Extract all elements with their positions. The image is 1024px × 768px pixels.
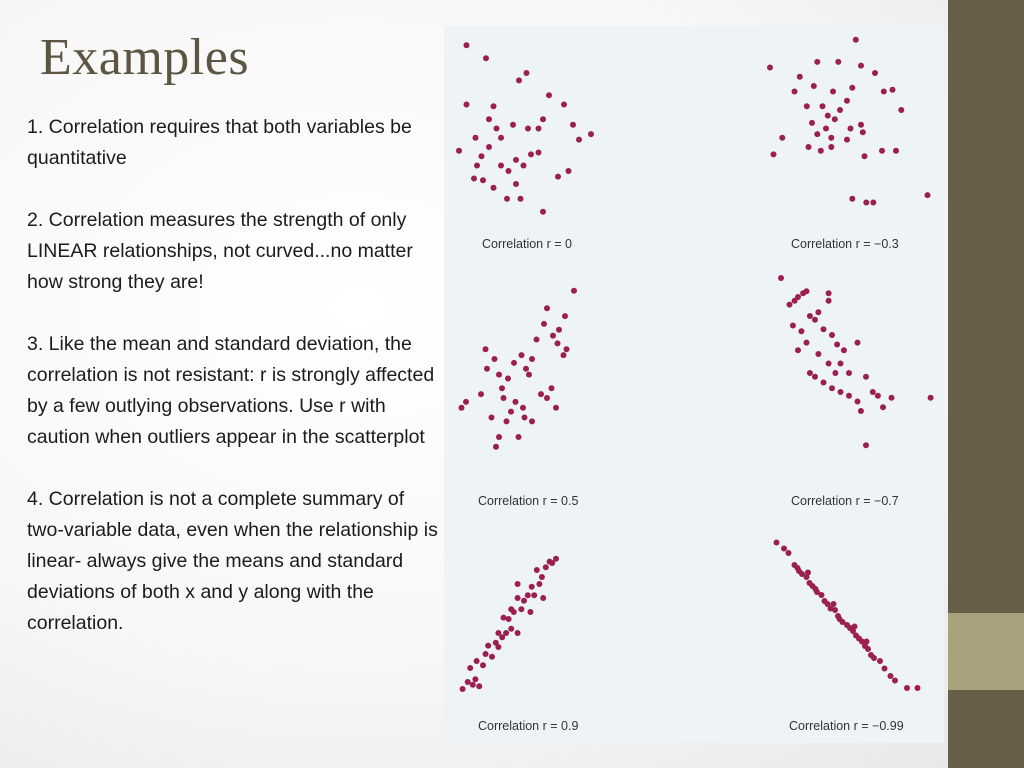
- scatter-point: [486, 116, 492, 122]
- slide-body: [27, 112, 442, 670]
- scatter-point: [523, 366, 529, 372]
- scatter-point: [860, 129, 866, 135]
- scatter-point: [835, 59, 841, 65]
- scatter-point: [471, 176, 477, 182]
- scatter-point: [831, 601, 837, 607]
- scatter-point: [483, 55, 489, 61]
- scatter-point: [829, 332, 835, 338]
- correlation-label: Correlation r = −0.3: [791, 237, 899, 251]
- scatter-point: [872, 70, 878, 76]
- scatterplot-grid: [444, 26, 944, 743]
- scatter-point: [506, 168, 512, 174]
- scatter-point: [491, 103, 497, 109]
- scatter-point: [879, 148, 885, 154]
- scatter-point: [534, 337, 540, 343]
- scatter-point: [858, 408, 864, 414]
- scatter-point: [570, 122, 576, 128]
- scatter-point: [529, 584, 535, 590]
- scatter-point: [511, 360, 517, 366]
- scatter-point: [814, 131, 820, 137]
- scatter-point: [804, 103, 810, 109]
- scatter-point: [864, 639, 870, 645]
- scatter-point: [790, 323, 796, 329]
- scatter-point: [540, 116, 546, 122]
- scatter-point: [798, 328, 804, 334]
- scatter-point: [486, 144, 492, 150]
- scatter-point: [483, 651, 489, 657]
- scatter-point: [522, 415, 528, 421]
- scatter-point: [821, 380, 827, 386]
- scatter-point: [561, 352, 567, 358]
- scatter-point: [498, 163, 504, 169]
- scatter-point: [818, 148, 824, 154]
- scatter-point: [496, 434, 502, 440]
- scatter-point: [571, 288, 577, 294]
- scatter-point: [829, 385, 835, 391]
- scatter-point: [819, 592, 825, 598]
- scatter-point: [807, 313, 813, 319]
- scatter-point: [491, 185, 497, 191]
- scatter-point: [527, 609, 533, 615]
- sidebar-accent-block: [948, 613, 1024, 690]
- scatter-point: [493, 444, 499, 450]
- scatter-point: [503, 630, 509, 636]
- scatter-point: [826, 361, 832, 367]
- scatter-point: [524, 70, 530, 76]
- scatter-point: [555, 340, 561, 346]
- scatter-point: [529, 418, 535, 424]
- scatter-point: [848, 126, 854, 132]
- scatter-point: [863, 442, 869, 448]
- scatter-point: [811, 83, 817, 89]
- scatter-point: [888, 673, 894, 679]
- scatter-point: [513, 399, 519, 405]
- scatter-point: [846, 370, 852, 376]
- scatter-point: [925, 192, 931, 198]
- scatter-point: [849, 196, 855, 202]
- scatter-point: [498, 135, 504, 141]
- scatter-point: [892, 678, 898, 684]
- scatter-point: [538, 391, 544, 397]
- scatter-point: [832, 607, 838, 613]
- scatter-point: [846, 393, 852, 399]
- scatter-point: [480, 662, 486, 668]
- scatter-point: [881, 89, 887, 95]
- scatter-point: [826, 290, 832, 296]
- scatter-point: [870, 200, 876, 206]
- scatter-point: [529, 356, 535, 362]
- scatter-point: [540, 209, 546, 215]
- scatter-point: [870, 389, 876, 395]
- slide-title: Examples: [40, 29, 250, 86]
- scatter-point: [540, 595, 546, 601]
- scatter-point: [890, 87, 896, 93]
- scatter-point: [855, 399, 861, 405]
- scatter-point: [915, 685, 921, 691]
- scatter-point: [566, 168, 572, 174]
- scatter-point: [489, 415, 495, 421]
- scatter-point: [518, 606, 524, 612]
- scatter-point: [541, 321, 547, 327]
- scatter-point: [521, 598, 527, 604]
- scatter-point: [795, 347, 801, 353]
- scatter-point: [841, 347, 847, 353]
- correlation-label: Correlation r = 0.5: [478, 494, 579, 508]
- scatter-point: [797, 74, 803, 80]
- scatter-point: [555, 174, 561, 180]
- scatter-point: [476, 683, 482, 689]
- scatter-point: [844, 137, 850, 143]
- scatter-point: [562, 313, 568, 319]
- scatter-point: [494, 126, 500, 132]
- scatter-point: [543, 564, 549, 570]
- point-2: 2. Correlation measures the strength of only LINEAR relationships, not curved...no matter how strong they are!: [27, 209, 413, 293]
- scatter-point: [504, 418, 510, 424]
- scatter-point: [478, 391, 484, 397]
- scatter-point: [531, 592, 537, 598]
- scatter-point: [830, 89, 836, 95]
- scatter-point: [513, 181, 519, 187]
- scatter-point: [463, 399, 469, 405]
- scatter-point: [834, 342, 840, 348]
- scatter-point: [508, 409, 514, 415]
- correlation-scatterplots-figure: [444, 26, 944, 743]
- scatter-point: [823, 126, 829, 132]
- scatter-point: [771, 151, 777, 157]
- scatter-point: [904, 685, 910, 691]
- scatter-point: [875, 393, 881, 399]
- scatter-point: [520, 405, 526, 411]
- scatter-point: [479, 153, 485, 159]
- scatter-point: [485, 643, 491, 649]
- scatter-point: [779, 135, 785, 141]
- scatter-point: [814, 59, 820, 65]
- point-3: 3. Like the mean and standard deviation, the correlation is not resistant: r is strongly affected by a few outlying observations. Use r with caution when outliers appear in the scatterplot: [27, 333, 435, 448]
- scatter-point: [564, 346, 570, 352]
- scatter-point: [828, 135, 834, 141]
- scatter-point: [815, 309, 821, 315]
- scatter-point: [774, 540, 780, 546]
- scatter-point: [855, 340, 861, 346]
- correlation-label: Correlation r = −0.99: [789, 719, 904, 733]
- scatter-point: [828, 144, 834, 150]
- scatter-point: [473, 135, 479, 141]
- scatter-point: [536, 126, 542, 132]
- scatter-point: [805, 570, 811, 576]
- scatter-point: [544, 395, 550, 401]
- scatter-point: [832, 370, 838, 376]
- scatter-point: [767, 65, 773, 71]
- scatter-point: [521, 163, 527, 169]
- scatter-point: [880, 404, 886, 410]
- scatter-point: [484, 366, 490, 372]
- scatter-point: [882, 666, 888, 672]
- scatter-point: [787, 302, 793, 308]
- scatter-point: [519, 352, 525, 358]
- scatter-point: [460, 686, 466, 692]
- scatter-point: [778, 275, 784, 281]
- scatter-point: [858, 122, 864, 128]
- scatter-point: [470, 682, 476, 688]
- scatter-point: [849, 85, 855, 91]
- scatter-point: [795, 294, 801, 300]
- scatter-point: [505, 376, 511, 382]
- scatter-point: [853, 37, 859, 43]
- scatter-point: [492, 356, 498, 362]
- scatter-point: [806, 144, 812, 150]
- scatter-point: [838, 361, 844, 367]
- scatter-point: [838, 389, 844, 395]
- scatter-point: [495, 644, 501, 650]
- scatter-point: [459, 405, 465, 411]
- point-1: 1. Correlation requires that both variables be quantitative: [27, 116, 412, 169]
- scatter-point: [513, 157, 519, 163]
- scatter-point: [483, 346, 489, 352]
- scatter-point: [549, 385, 555, 391]
- scatter-point: [863, 374, 869, 380]
- scatter-point: [821, 326, 827, 332]
- scatter-point: [544, 305, 550, 311]
- scatter-point: [792, 89, 798, 95]
- scatter-point: [501, 615, 507, 621]
- scatter-point: [472, 676, 478, 682]
- scatter-point: [837, 107, 843, 113]
- scatter-point: [536, 150, 542, 156]
- scatter-point: [865, 646, 871, 652]
- scatter-point: [504, 196, 510, 202]
- scatter-point: [515, 581, 521, 587]
- scatter-point: [804, 288, 810, 294]
- scatter-point: [812, 317, 818, 323]
- scatter-point: [889, 395, 895, 401]
- scatter-point: [871, 655, 877, 661]
- correlation-label: Correlation r = −0.7: [791, 494, 899, 508]
- scatter-point: [474, 163, 480, 169]
- scatter-point: [826, 298, 832, 304]
- scatter-point: [804, 340, 810, 346]
- scatter-point: [467, 665, 473, 671]
- scatter-point: [536, 581, 542, 587]
- scatter-point: [496, 372, 502, 378]
- scatter-point: [515, 595, 521, 601]
- scatter-point: [820, 103, 826, 109]
- scatter-point: [550, 333, 556, 339]
- correlation-label: Correlation r = 0: [482, 237, 572, 251]
- scatter-point: [501, 395, 507, 401]
- scatter-point: [474, 658, 480, 664]
- scatter-point: [928, 395, 934, 401]
- scatter-point: [499, 385, 505, 391]
- scatter-point: [809, 120, 815, 126]
- scatter-point: [852, 624, 858, 630]
- scatter-point: [480, 177, 486, 183]
- correlation-label: Correlation r = 0.9: [478, 719, 579, 733]
- scatter-point: [525, 592, 531, 598]
- scatter-point: [518, 196, 524, 202]
- point-4: 4. Correlation is not a complete summary of two-variable data, even when the relationship is linear- always give the means and standard deviations of both x and y along with the correlation.: [27, 488, 438, 634]
- scatter-point: [553, 405, 559, 411]
- scatter-point: [516, 434, 522, 440]
- scatter-point: [832, 116, 838, 122]
- scatter-point: [858, 63, 864, 69]
- scatter-point: [812, 374, 818, 380]
- scatter-point: [863, 200, 869, 206]
- scatter-point: [510, 122, 516, 128]
- scatter-point: [588, 131, 594, 137]
- scatter-point: [781, 546, 787, 552]
- scatter-point: [844, 98, 850, 104]
- scatter-point: [525, 126, 531, 132]
- scatter-point: [456, 148, 462, 154]
- scatter-point: [526, 372, 532, 378]
- scatter-point: [786, 550, 792, 556]
- scatter-point: [576, 137, 582, 143]
- scatter-point: [553, 556, 559, 562]
- scatter-point: [815, 351, 821, 357]
- scatter-point: [893, 148, 899, 154]
- scatter-point: [489, 654, 495, 660]
- scatter-point: [539, 574, 545, 580]
- scatter-point: [556, 327, 562, 333]
- scatter-point: [877, 658, 883, 664]
- scatter-point: [807, 370, 813, 376]
- scatter-point: [464, 42, 470, 48]
- scatter-point: [898, 107, 904, 113]
- scatter-point: [506, 616, 512, 622]
- scatter-point: [862, 153, 868, 159]
- scatter-point: [534, 567, 540, 573]
- scatter-point: [825, 113, 831, 119]
- scatter-point: [528, 151, 534, 157]
- scatter-point: [516, 77, 522, 83]
- scatter-point: [546, 92, 552, 98]
- scatter-point: [464, 102, 470, 108]
- scatter-point: [508, 626, 514, 632]
- scatter-point: [561, 102, 567, 108]
- scatter-point: [515, 630, 521, 636]
- scatter-point: [465, 679, 471, 685]
- scatter-point: [508, 606, 514, 612]
